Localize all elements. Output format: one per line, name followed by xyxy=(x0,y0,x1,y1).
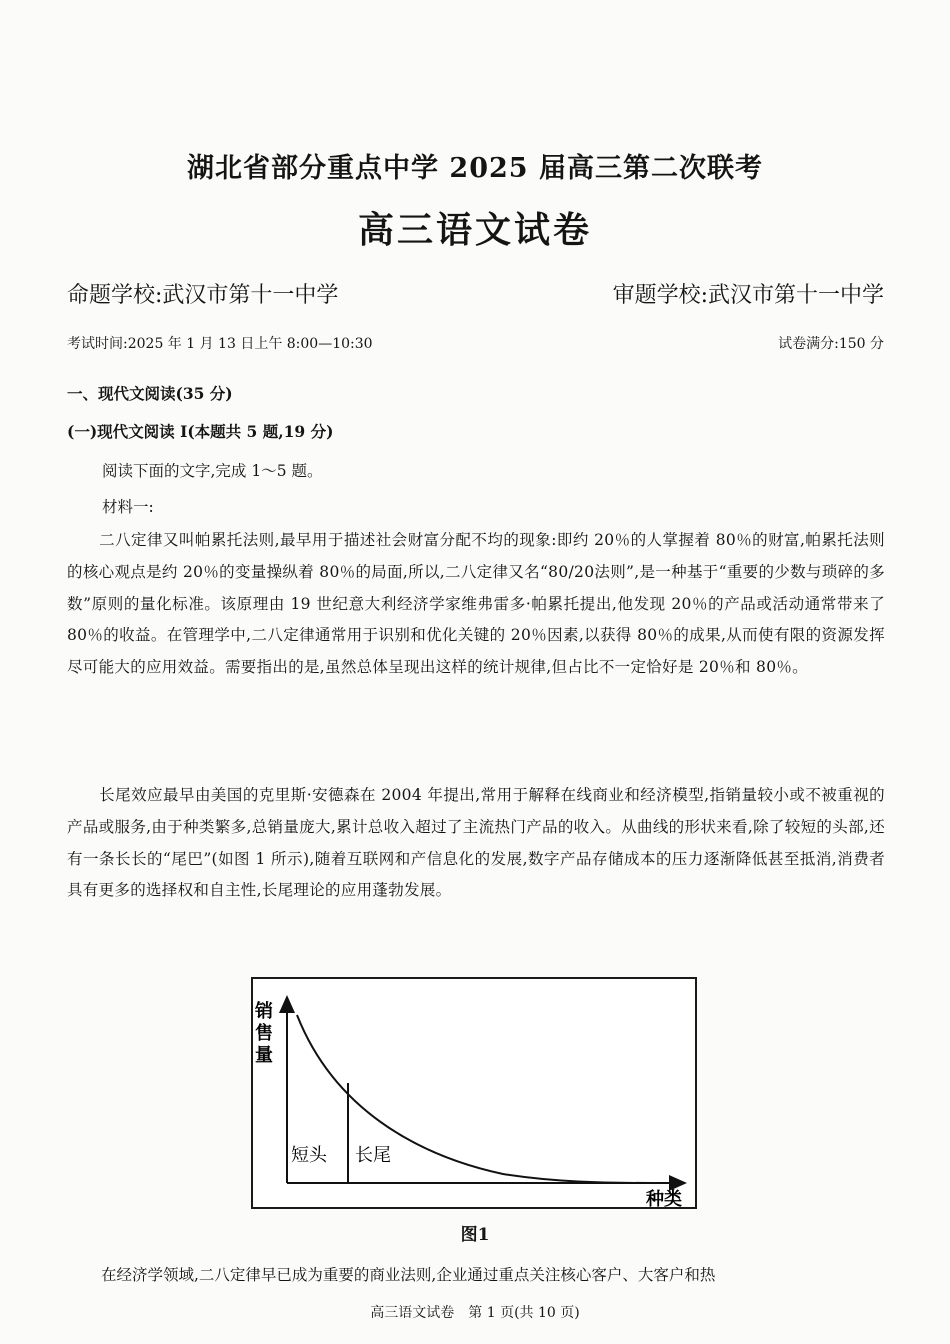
paragraph-economics: 在经济学领域,二八定律早已成为重要的商业法则,企业通过重点关注核心客户、大客户和热 xyxy=(101,1266,716,1284)
sub-title: (一)现代文阅读 I(本题共 5 题,19 分) xyxy=(67,422,334,441)
exam-time: 考试时间:2025 年 1 月 13 日上午 8:00—10:30 xyxy=(67,336,373,352)
paragraph-long-tail-text: 长尾效应最早由美国的克里斯·安德森在 2004 年提出,常用于解释在线商业和经济模型,指销量较小或不被重视的产品或服务,由于种类繁多,总销量庞大,累计总收入超过了主流热门产品的收入。从曲线的形状来看,除了较短的头部,还有一条长长的“尾巴”(如图 1 所示),随着互联网和产信息化的发展,数字产品存储成本的压力逐渐降低甚至抵消,消费者具有更多的选择权和自主性,长尾理论的应用蓬勃发展。 xyxy=(67,786,885,900)
y-axis-label-3: 量 xyxy=(255,1045,273,1066)
reviewer-school: 审题学校:武汉市第十一中学 xyxy=(612,283,884,308)
paragraph-pareto-text: 二八定律又叫帕累托法则,最早用于描述社会财富分配不均的现象:即约 20％的人掌握着 80％的财富,帕累托法则的核心观点是约 20％的变量操纵着 80％的局面,所以,二八定律又名“80/20法则”,是一种基于“重要的少数与琐碎的多数”原则的量化标准。该原理由 19 世纪意大利经济学家维弗雷多·帕累托提出,他发现 20％的产品或活动通常带来了 80％的收益。在管理学中,二八定律通常用于识别和优化关键的 20％因素,以获得 80％的成果,从而使有限的资源发挥尽可能大的应用效益。需要指出的是,虽然总体呈现出这样的统计规律,但占比不一定恰好是 20％和 80％。 xyxy=(67,531,885,677)
y-axis-label-2: 售 xyxy=(255,1023,273,1044)
part-title: 一、现代文阅读(35 分) xyxy=(67,384,233,403)
instruction: 阅读下面的文字,完成 1～5 题。 xyxy=(102,462,323,480)
tail-label: 长尾 xyxy=(355,1145,391,1166)
setter-school: 命题学校:武汉市第十一中学 xyxy=(67,283,339,308)
page-footer: 高三语文试卷 第 1 页(共 10 页) xyxy=(370,1305,580,1321)
paragraph-pareto xyxy=(67,525,885,684)
figure-caption: 图1 xyxy=(460,1225,490,1245)
paper-title: 高三语文试卷 xyxy=(357,209,592,251)
long-tail-curve xyxy=(297,1015,653,1183)
x-axis-label: 种类 xyxy=(646,1189,682,1207)
material-label: 材料一: xyxy=(102,498,154,516)
full-score: 试卷满分:150 分 xyxy=(778,336,884,352)
exam-title: 湖北省部分重点中学 2025 届高三第二次联考 xyxy=(187,153,763,184)
y-axis-label-1: 销 xyxy=(255,1001,273,1022)
paragraph-long-tail xyxy=(67,780,885,907)
head-label: 短头 xyxy=(291,1145,327,1166)
figure-long-tail xyxy=(251,977,697,1209)
long-tail-chart xyxy=(253,979,695,1207)
